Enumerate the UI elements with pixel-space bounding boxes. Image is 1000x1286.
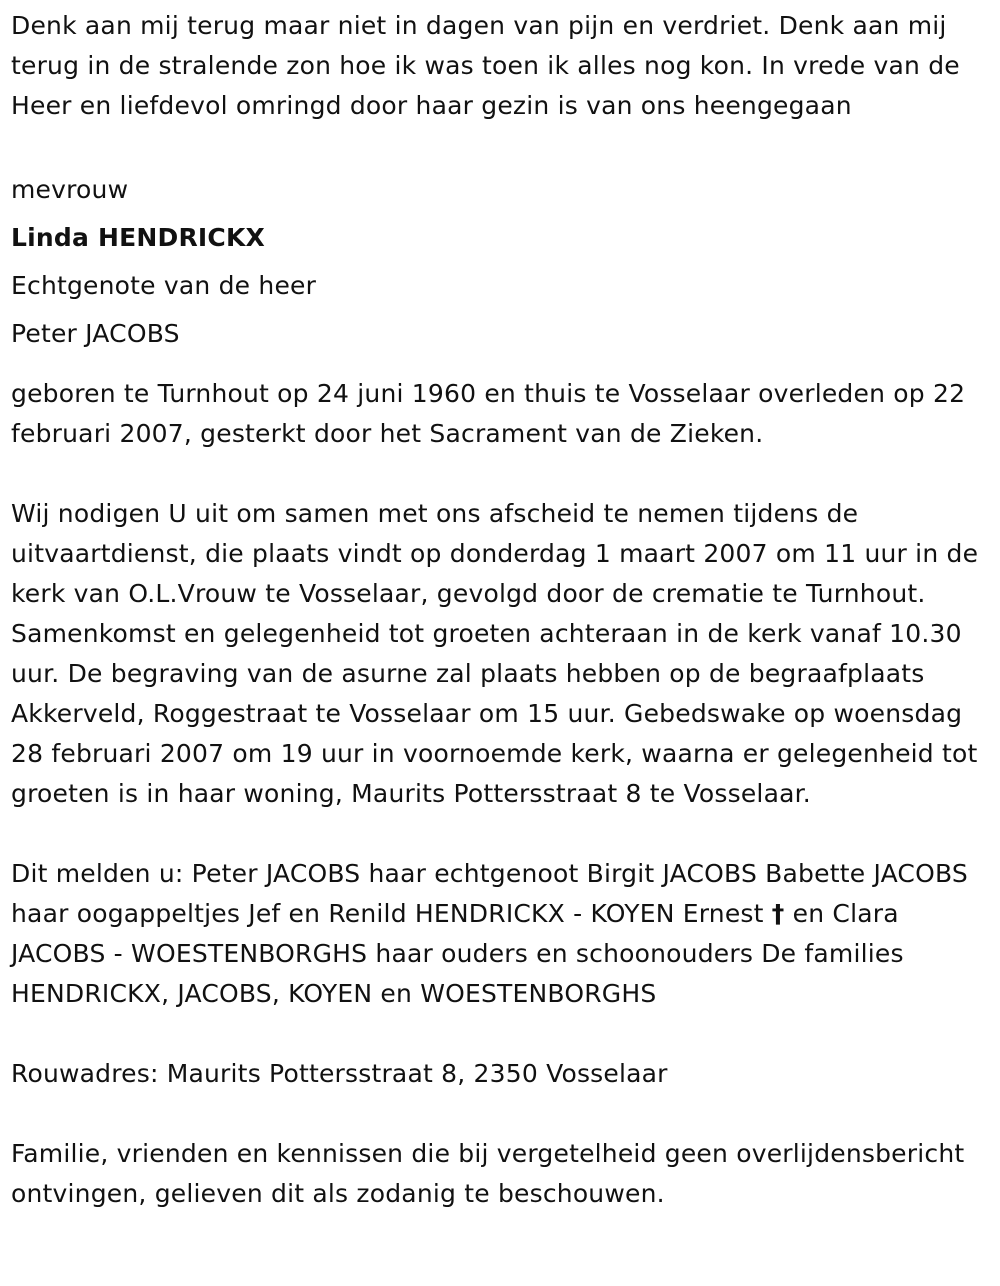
invitation-text: Wij nodigen U uit om samen met ons afscheid te nemen tijdens de uitvaartdienst, die plaats vindt op donderdag 1 maart 2007 om 11 uur in de kerk van O.L.Vrouw te Vosselaar, gevolgd door de crematie te Turnhout. Samenkomst en gelegenheid tot groeten achteraan in de kerk vanaf 10.30 uur. De begraving van de asurne zal plaats hebben op de begraafplaats Akkerveld, Roggestraat te Vosselaar om 15 uur. Gebedswake op woensdag 28 februari 2007 om 19 uur in voornoemde kerk, waarna er gelegenheid tot groeten is in haar woning, Maurits Pottersstraat 8 te Vosselaar. bbox=[11, 499, 979, 808]
deceased-name: Linda HENDRICKX bbox=[11, 223, 265, 252]
spacer bbox=[11, 126, 990, 166]
intro-text: Denk aan mij terug maar niet in dagen van pijn en verdriet. Denk aan mij terug in de stralende zon hoe ik was toen ik alles nog kon. In vrede van de Heer en liefdevol omringd door haar gezin is van ons heengegaan bbox=[11, 11, 960, 120]
spacer bbox=[11, 814, 990, 854]
announcement-part-1: Dit melden u: Peter JACOBS haar echtgenoot Birgit JACOBS Babette JACOBS haar oogappeltjes Jef en Renild HENDRICKX - KOYEN Ernest bbox=[11, 859, 968, 928]
spacer bbox=[11, 1014, 990, 1054]
announcement-text bbox=[11, 854, 990, 1014]
cross-icon: † bbox=[771, 899, 785, 928]
relation-text: Echtgenote van de heer bbox=[11, 271, 317, 300]
spouse-name: Peter JACOBS bbox=[11, 319, 180, 348]
salutation: mevrouw bbox=[11, 175, 129, 204]
closing-text: Familie, vrienden en kennissen die bij vergetelheid geen overlijdensbericht ontvingen, gelieven dit als zodanig te beschouwen. bbox=[11, 1139, 965, 1208]
mourning-address: Rouwadres: Maurits Pottersstraat 8, 2350 Vosselaar bbox=[11, 1059, 668, 1088]
birth-death-text: geboren te Turnhout op 24 juni 1960 en thuis te Vosselaar overleden op 22 februari 2007, gesterkt door het Sacrament van de Zieken. bbox=[11, 379, 966, 448]
spacer bbox=[11, 1094, 990, 1134]
announcement-part-2: en Clara JACOBS - WOESTENBORGHS haar ouders en schoonouders De families HENDRICKX, JACOBS, KOYEN en WOESTENBORGHS bbox=[11, 899, 904, 1008]
spacer bbox=[11, 454, 990, 494]
spacer bbox=[11, 358, 990, 374]
